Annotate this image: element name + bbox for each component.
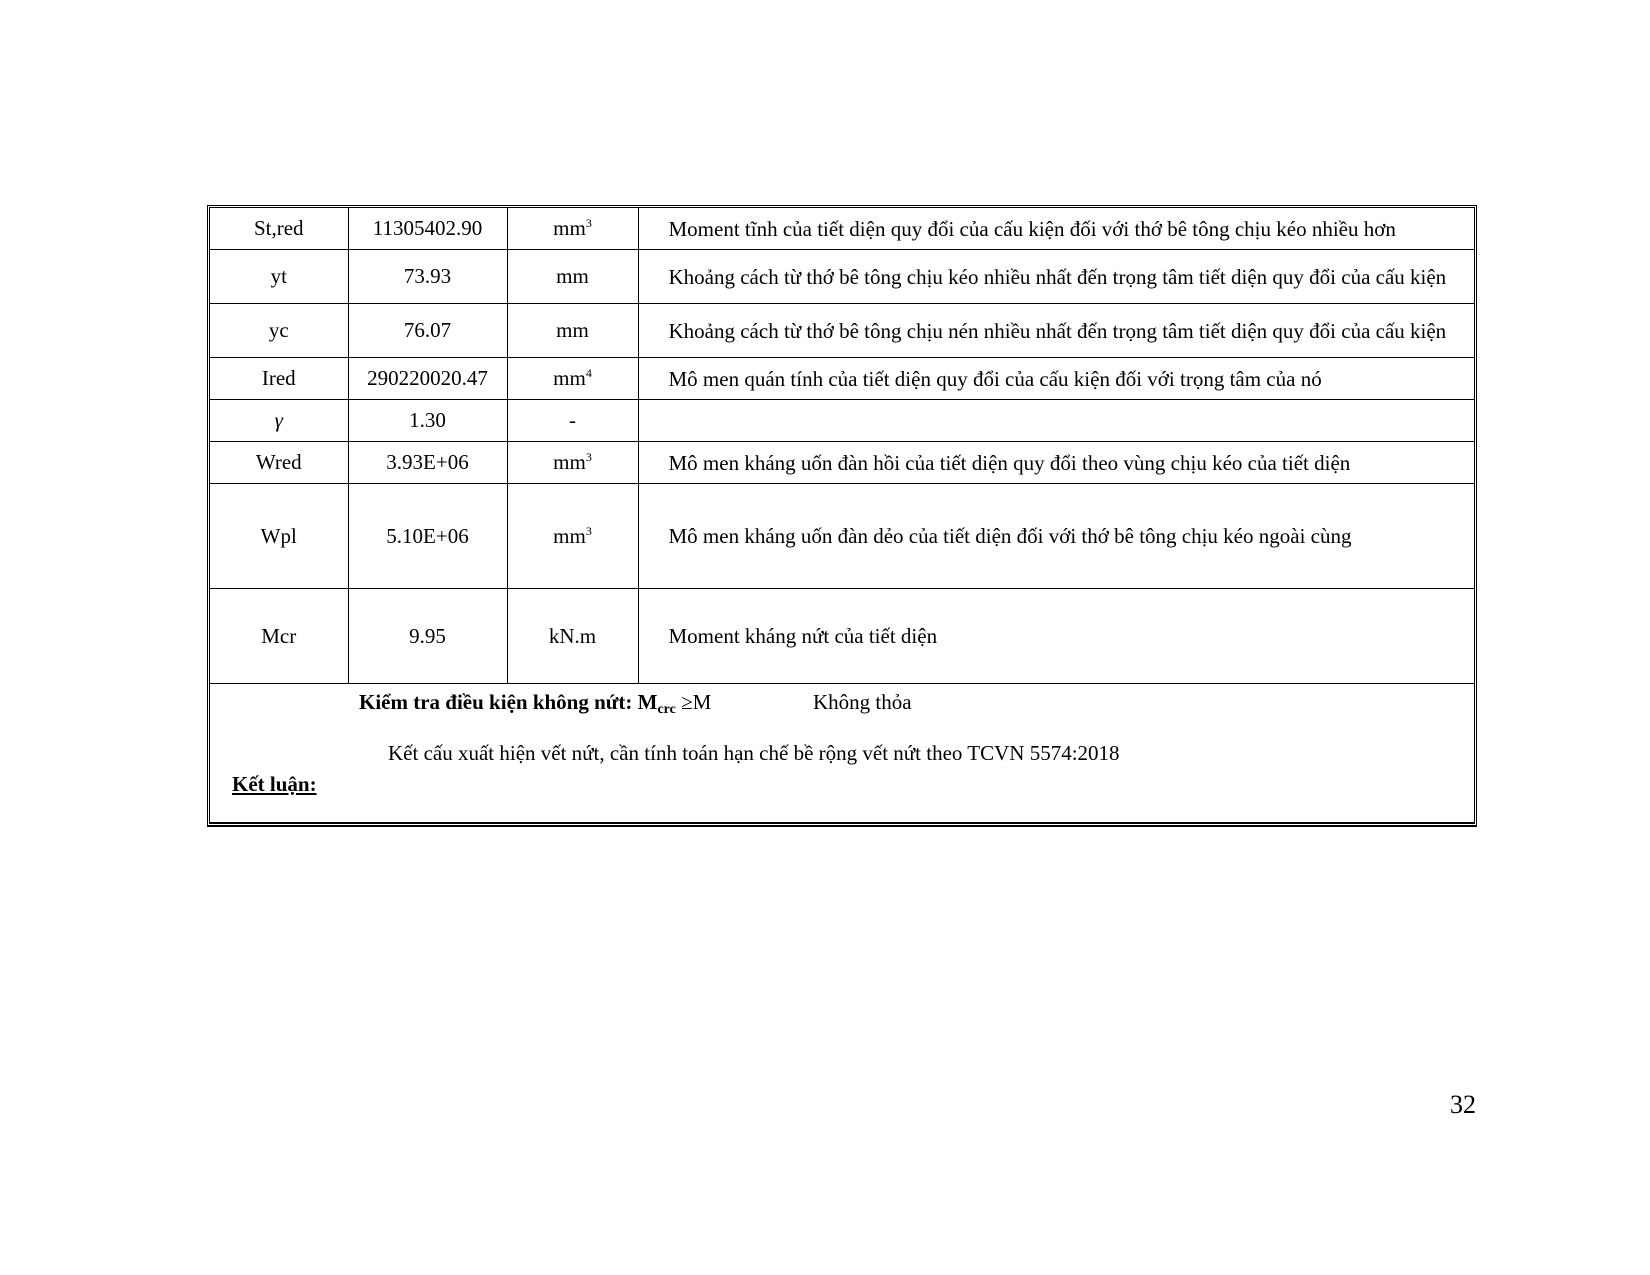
description-cell <box>638 304 1474 358</box>
parameters-table-frame <box>207 205 1477 827</box>
table-row <box>210 208 1474 250</box>
unit-exponent: 3 <box>585 216 592 230</box>
value-cell: 5.10E+06 <box>348 484 507 589</box>
parameters-table <box>210 208 1474 684</box>
unit-cell <box>507 400 638 442</box>
description-cell <box>638 442 1474 484</box>
unit-cell <box>507 250 638 304</box>
table-row <box>210 442 1474 484</box>
table-row <box>210 358 1474 400</box>
crack-note: Kết cấu xuất hiện vết nứt, cần tính toán hạn chế bề rộng vết nứt theo TCVN 5574:2018 <box>388 741 1120 765</box>
unit-base: - <box>569 408 576 432</box>
unit-base: mm <box>553 450 586 474</box>
symbol-cell: Mcr <box>210 589 348 684</box>
unit-cell <box>507 358 638 400</box>
table-row <box>210 484 1474 589</box>
formula-symbol: M <box>637 690 658 714</box>
conclusion-section <box>210 684 1474 822</box>
unit-exponent: 3 <box>585 523 592 538</box>
unit-base: mm <box>553 366 586 390</box>
symbol-cell: Wpl <box>210 484 348 589</box>
page-number: 32 <box>1450 1090 1476 1119</box>
symbol-cell: yc <box>210 304 348 358</box>
description-text: Mô men kháng uốn đàn dẻo của tiết diện đối với thớ bê tông chịu kéo ngoài cùng <box>668 524 1352 548</box>
symbol-cell: St,red <box>210 208 348 250</box>
description-cell <box>638 250 1474 304</box>
table-row <box>210 304 1474 358</box>
description-text: Mô men quán tính của tiết diện quy đổi của cấu kiện đối với trọng tâm của nó <box>668 366 1322 391</box>
unit-base: mm <box>553 523 586 548</box>
symbol-cell: Wred <box>210 442 348 484</box>
symbol-cell: yt <box>210 250 348 304</box>
symbol-cell: Ired <box>210 358 348 400</box>
formula-rest: ≥M <box>675 690 712 714</box>
crack-check-result: Không thỏa <box>813 690 912 714</box>
unit-cell <box>507 208 638 250</box>
value-cell: 73.93 <box>348 250 507 304</box>
table-row <box>210 400 1474 442</box>
unit-cell <box>507 589 638 684</box>
description-cell <box>638 208 1474 250</box>
description-text: Mô men kháng uốn đàn hồi của tiết diện quy đổi theo vùng chịu kéo của tiết diện <box>668 450 1351 475</box>
table-row <box>210 589 1474 684</box>
value-cell: 9.95 <box>348 589 507 684</box>
crack-check-formula <box>637 690 712 717</box>
unit-cell <box>507 442 638 484</box>
unit-base: kN.m <box>548 623 597 648</box>
unit-exponent: 3 <box>585 450 592 464</box>
description-cell <box>638 484 1474 589</box>
description-text: Khoảng cách từ thớ bê tông chịu kéo nhiều nhất đến trọng tâm tiết diện quy đổi của cấu kiện <box>668 264 1447 289</box>
table-row <box>210 250 1474 304</box>
value-cell: 290220020.47 <box>348 358 507 400</box>
symbol-cell: γ <box>210 400 348 442</box>
description-text: Moment tĩnh của tiết diện quy đổi của cấu kiện đối với thớ bê tông chịu kéo nhiều hơn <box>668 216 1396 241</box>
unit-cell <box>507 484 638 589</box>
unit-exponent: 4 <box>585 366 592 380</box>
unit-base: mm <box>553 216 586 240</box>
description-cell <box>638 589 1474 684</box>
description-cell <box>638 400 1474 442</box>
conclusion-label: Kết luận: <box>232 772 317 796</box>
unit-cell <box>507 304 638 358</box>
formula-subscript: crc <box>657 702 676 717</box>
unit-base: mm <box>556 264 589 288</box>
value-cell: 76.07 <box>348 304 507 358</box>
value-cell: 1.30 <box>348 400 507 442</box>
crack-check-line <box>359 690 711 715</box>
value-cell: 3.93E+06 <box>348 442 507 484</box>
description-cell <box>638 358 1474 400</box>
description-text: Moment kháng nứt của tiết diện <box>668 624 938 648</box>
unit-base: mm <box>556 318 589 342</box>
crack-check-label: Kiểm tra điều kiện không nứt: <box>359 690 633 714</box>
value-cell: 11305402.90 <box>348 208 507 250</box>
description-text: Khoảng cách từ thớ bê tông chịu nén nhiều nhất đến trọng tâm tiết diện quy đổi của cấu kiện <box>668 318 1447 343</box>
